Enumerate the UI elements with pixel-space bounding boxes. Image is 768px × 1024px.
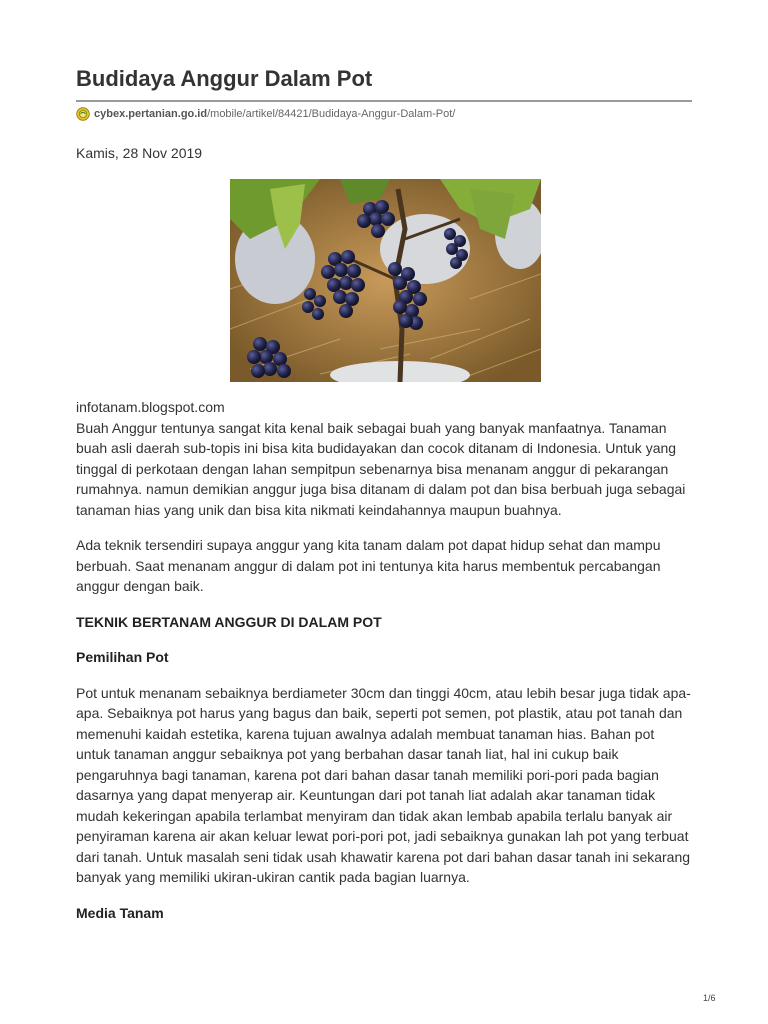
source-domain: cybex.pertanian.go.id [94, 108, 208, 120]
source-path: /mobile/artikel/84421/Budidaya-Anggur-Dalam-Pot/ [207, 108, 456, 120]
source-url[interactable] [76, 105, 455, 123]
subsection-heading: Pemilihan Pot [76, 649, 169, 665]
paragraph: Pot untuk menanam sebaiknya berdiameter 30cm dan tinggi 40cm, atau lebih besar juga tidak apa-apa. Sebaiknya pot harus yang bagus dan baik, seperti pot semen, pot plastik, atau pot tanah dan memenuhi kaidah estetika, karena tujuan awalnya adalah membuat tanaman hias. Bahan pot untuk tanaman anggur sebaiknya pot yang berbahan dasar tanah liat, hal ini cukup baik pengaruhnya bagi tanaman, karena pot dari bahan dasar tanah memiliki pori-pori pada bagian dasarnya yang dapat menyerap air. Keuntungan dari pot tanah liat adalah akar tanaman tidak mudah kekeringan apabila terlambat menyiram dan tidak akan lembab apabila terlalu banyak air penyiraman karena air akan keluar lewat pori-pori pot, jadi sebaiknya gunakan lah pot yang terbuat dari tanah. Untuk masalah seni tidak usah khawatir karena pot dari bahan dasar tanah ini sekarang banyak yang memiliki ukiran-ukiran cantik pada bagian luarnya. [76, 684, 691, 885]
page-number: 1/6 [703, 993, 716, 1003]
article-image-grapes [230, 179, 541, 382]
subsection-heading: Media Tanam [76, 904, 164, 921]
section-heading: TEKNIK BERTANAM ANGGUR DI DALAM POT [76, 613, 382, 630]
image-credit: infotanam.blogspot.com [76, 399, 225, 415]
paragraph: Ada teknik tersendiri supaya anggur yang kita tanam dalam pot dapat hidup sehat dan mampu berbuah. Saat menanam anggur di dalam pot ini tentunya kita harus membentuk percabangan anggur dengan baik. [76, 537, 661, 594]
article-date: Kamis, 28 Nov 2019 [76, 145, 203, 161]
paragraph: Buah Anggur tentunya sangat kita kenal baik sebagai buah yang banyak manfaatnya. Tanaman buah asli daerah sub-topis ini bisa kita budidayakan dan cocok ditanam di Indonesia. Untuk yang tinggal di perkotaan dengan lahan sempitpun sebenarnya bisa menanam anggur di pekarangan rumahnya. namun demikian anggur juga bisa ditanam di dalam pot dan bisa berbuah juga sebagai tanaman hias yang unik dan bisa kita nikmati keindahannya maupun buahnya. [76, 419, 686, 518]
site-favicon-icon [76, 107, 90, 121]
article-title: Budidaya Anggur Dalam Pot [76, 66, 373, 91]
title-divider [76, 100, 692, 102]
article-body [76, 397, 692, 938]
